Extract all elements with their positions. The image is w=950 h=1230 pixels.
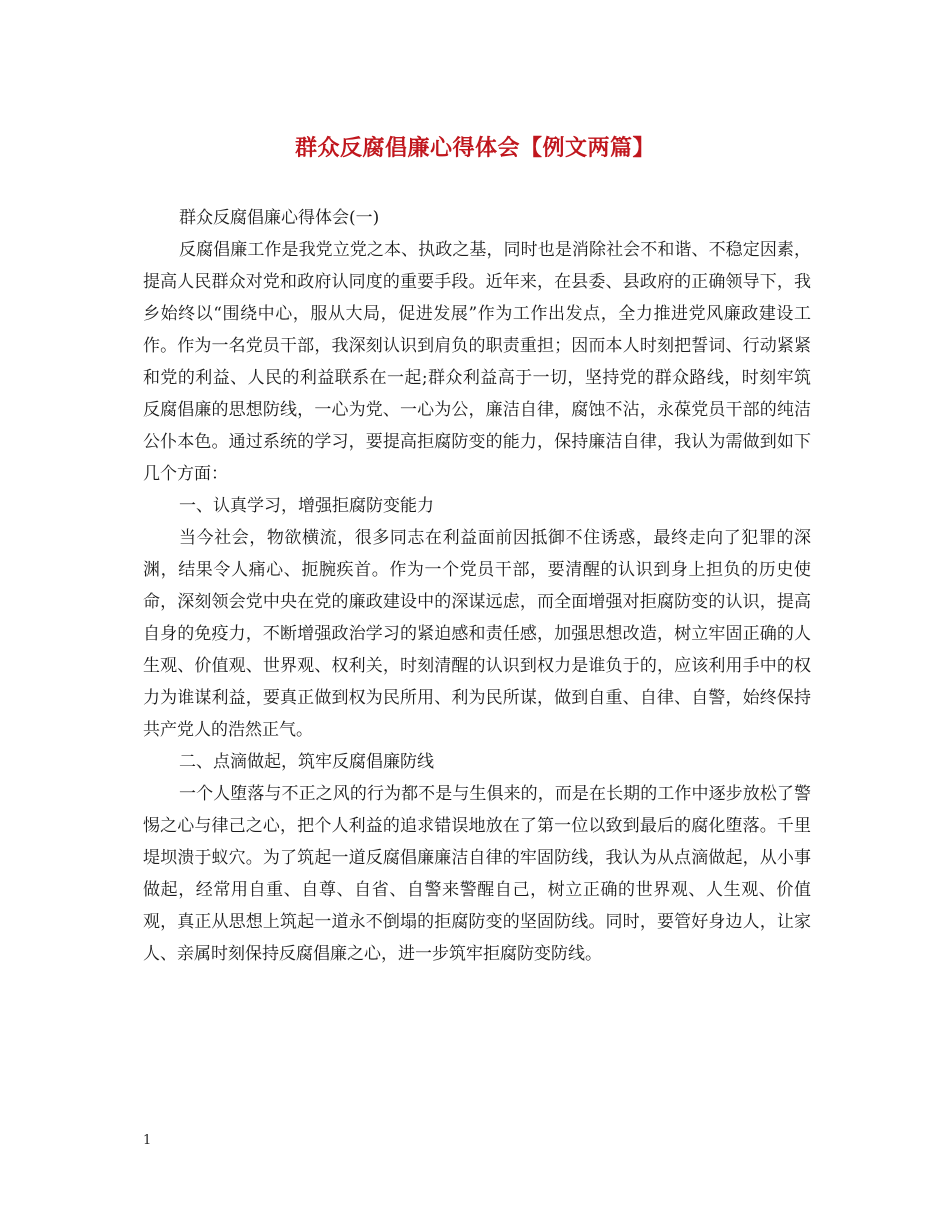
body-paragraph: 一个人堕落与不正之风的行为都不是与生俱来的，而是在长期的工作中逐步放松了警惕之心与律己之心，把个人利益的追求错误地放在了第一位以致到最后的腐化堕落。千里堤坝溃于蚁穴。为了筑起一道反腐倡廉廉洁自律的牢固防线，我认为从点滴做起，从小事做起，经常用自重、自尊、自省、自警来警醒自己，树立正确的世界观、人生观、价值观，真正从思想上筑起一道永不倒塌的拒腐防变的坚固防线。同时，要管好身边人，让家人、亲属时刻保持反腐倡廉之心，进一步筑牢拒腐防变防线。 bbox=[143, 784, 811, 964]
section-subheading: 二、点滴做起，筑牢反腐倡廉防线 bbox=[179, 752, 434, 772]
section-subheading: 一、认真学习，增强拒腐防变能力 bbox=[179, 496, 434, 516]
body-paragraph: 反腐倡廉工作是我党立党之本、执政之基，同时也是消除社会不和谐、不稳定因素，提高人民群众对党和政府认同度的重要手段。近年来，在县委、县政府的正确领导下，我乡始终以“围绕中心，服从大局，促进发展”作为工作出发点，全力推进党风廉政建设工作。作为一名党员干部，我深刻认识到肩负的职责重担；因而本人时刻把誓词、行动紧紧和党的利益、人民的利益联系在一起;群众利益高于一切，坚持党的群众路线，时刻牢筑反腐倡廉的思想防线，一心为党、一心为公，廉洁自律，腐蚀不沾，永葆党员干部的纯洁公仆本色。通过系统的学习，要提高拒腐防变的能力，保持廉洁自律，我认为需做到如下几个方面： bbox=[143, 240, 811, 484]
page-number: 1 bbox=[143, 1133, 152, 1148]
section-heading: 群众反腐倡廉心得体会(一) bbox=[179, 208, 380, 228]
document-title: 群众反腐倡廉心得体会【例文两篇】 bbox=[294, 135, 655, 161]
document-body bbox=[143, 202, 811, 970]
body-paragraph: 当今社会，物欲横流，很多同志在利益面前因抵御不住诱惑，最终走向了犯罪的深渊，结果令人痛心、扼腕疾首。作为一个党员干部，要清醒的认识到身上担负的历史使命，深刻领会党中央在党的廉政建设中的深谋远虑，而全面增强对拒腐防变的认识，提高自身的免疫力，不断增强政治学习的紧迫感和责任感，加强思想改造，树立牢固正确的人生观、价值观、世界观、权利关，时刻清醒的认识到权力是谁负于的，应该利用手中的权力为谁谋利益，要真正做到权为民所用、利为民所谋，做到自重、自律、自警，始终保持共产党人的浩然正气。 bbox=[143, 528, 811, 740]
